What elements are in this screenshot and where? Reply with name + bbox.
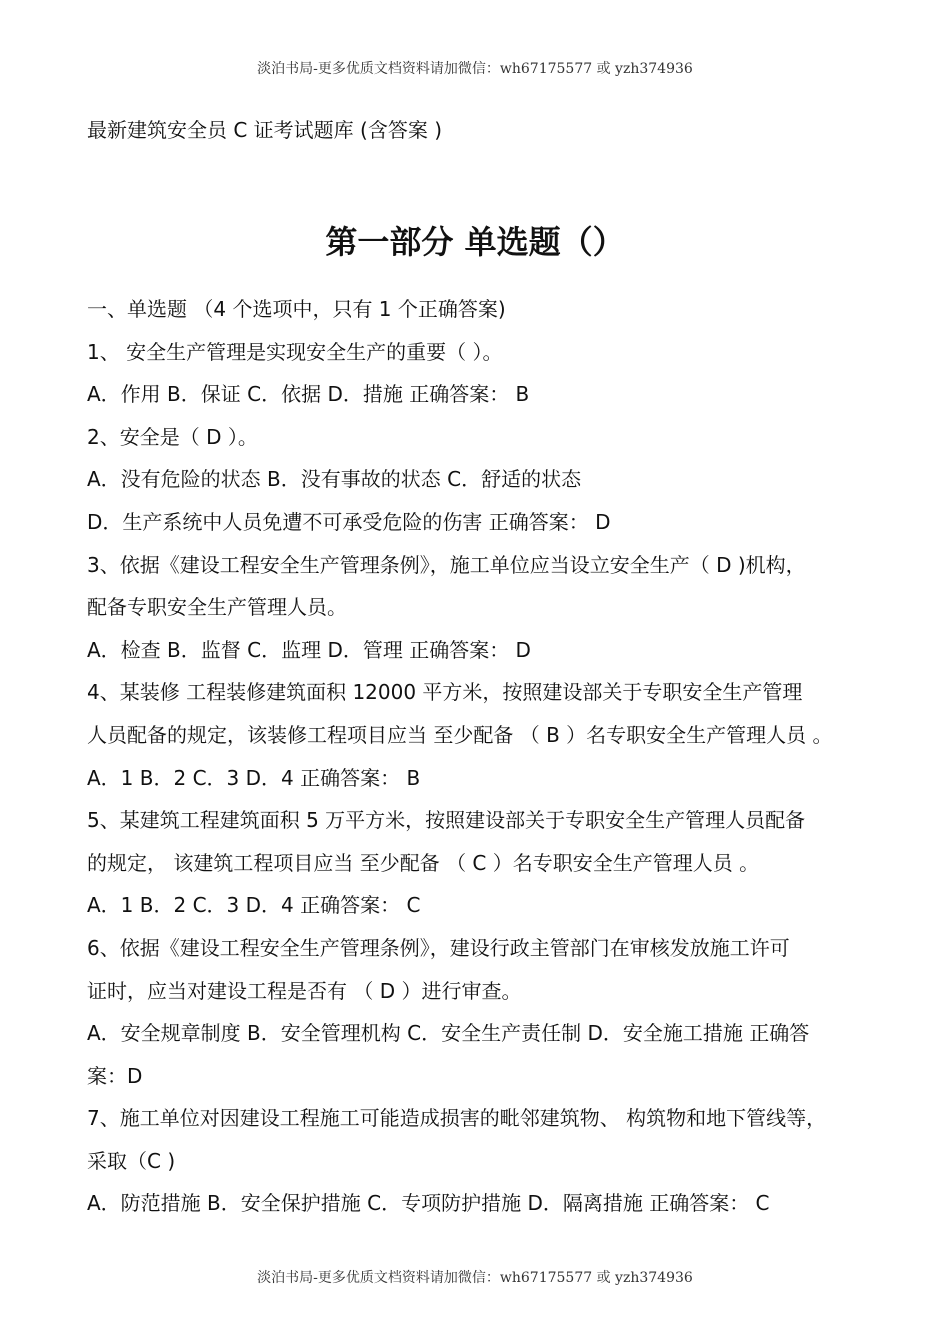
question-7-text-line-2: 采取（C ) [87, 1148, 176, 1173]
question-3-options: A．检查 B．监督 C．监理 D．管理 正确答案： D [87, 637, 531, 662]
question-4-text-line-2: 人员配备的规定，该装修工程项目应当 至少配备 （ B ）名专职安全生产管理人员 。 [87, 722, 833, 747]
section-intro-line: 一、单选题 （4 个选项中，只有 1 个正确答案) [87, 297, 506, 321]
question-6-text-line-1: 6、依据《建设工程安全生产管理条例》，建设行政主管部门在审核发放施工许可 [87, 935, 790, 960]
question-4-text-line-1: 4、某装修 工程装修建筑面积 12000 平方米，按照建设部关于专职安全生产管理 [87, 680, 803, 705]
document-title: 最新建筑安全员 C 证考试题库 (含答案 ) [87, 118, 442, 142]
question-5-text-line-2: 的规定， 该建筑工程项目应当 至少配备 （ C ）名专职安全生产管理人员 。 [87, 850, 760, 875]
question-5-text-line-1: 5、某建筑工程建筑面积 5 万平方米，按照建设部关于专职安全生产管理人员配备 [87, 808, 806, 833]
question-3-text-line-1: 3、依据《建设工程安全生产管理条例》，施工单位应当设立安全生产（ D )机构， [87, 552, 806, 577]
question-7-options: A．防范措施 B．安全保护措施 C．专项防护措施 D．隔离措施 正确答案： C [87, 1191, 770, 1216]
question-3-text-line-2: 配备专职安全生产管理人员。 [87, 595, 347, 620]
question-6-text-line-2: 证时，应当对建设工程是否有 （ D ）进行审查。 [87, 978, 522, 1003]
question-6-options-line-2: 案：D [87, 1063, 143, 1088]
question-7-text-line-1: 7、施工单位对因建设工程施工可能造成损害的毗邻建筑物、 构筑物和地下管线等， [87, 1106, 827, 1131]
question-1-text: 1、 安全生产管理是实现安全生产的重要（ ）。 [87, 339, 503, 364]
part-heading: 第一部分 单选题（） [325, 223, 625, 261]
question-2-text: 2、安全是（ D ）。 [87, 424, 258, 449]
header-watermark-note: 淡泊书局-更多优质文档资料请加微信：wh67175577 或 yzh374936 [257, 61, 693, 77]
footer-watermark-note: 淡泊书局-更多优质文档资料请加微信：wh67175577 或 yzh374936 [257, 1270, 693, 1286]
question-2-options-line-2: D．生产系统中人员免遭不可承受危险的伤害 正确答案： D [87, 509, 611, 534]
question-2-options-line-1: A．没有危险的状态 B．没有事故的状态 C．舒适的状态 [87, 467, 582, 492]
question-1-options: A．作用 B．保证 C．依据 D．措施 正确答案： B [87, 382, 530, 407]
question-5-options: A．1 B．2 C．3 D．4 正确答案： C [87, 893, 421, 918]
question-4-options: A．1 B．2 C．3 D．4 正确答案： B [87, 765, 421, 790]
question-6-options-line-1: A．安全规章制度 B．安全管理机构 C．安全生产责任制 D．安全施工措施 正确答 [87, 1021, 810, 1046]
question-content [87, 288, 887, 1225]
